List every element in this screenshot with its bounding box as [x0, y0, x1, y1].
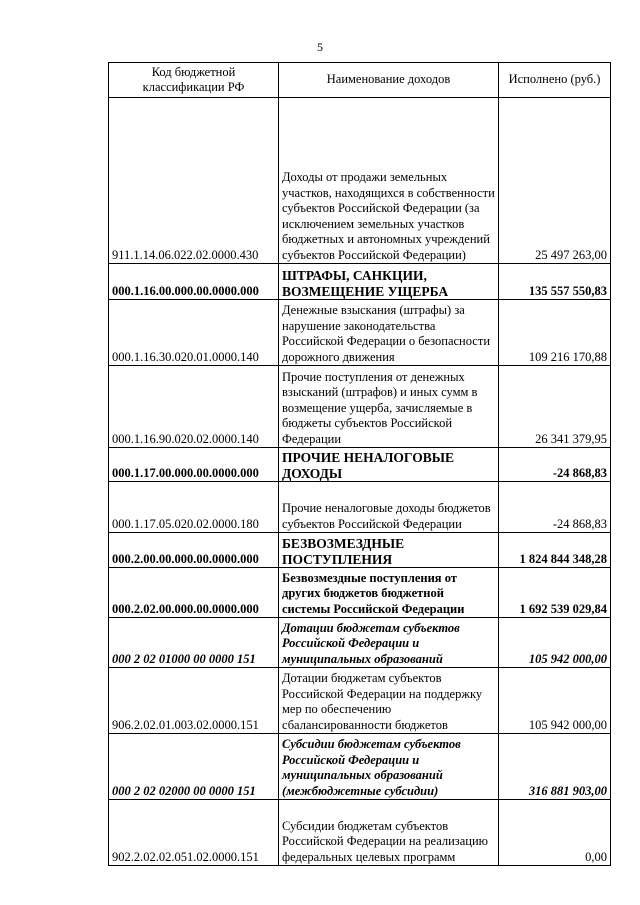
row-code: 000.2.02.00.000.00.0000.000 [109, 568, 279, 618]
row-name: ПРОЧИЕ НЕНАЛОГОВЫЕ ДОХОДЫ [279, 448, 499, 482]
page-number: 5 [317, 40, 323, 54]
row-amount: 109 216 170,88 [499, 300, 611, 366]
table-row [109, 734, 611, 800]
header-amount: Исполнено (руб.) [499, 63, 611, 98]
row-name: Прочие поступления от денежных взысканий (штрафов) и иных сумм в возмещение ущерба, зачисляемые в бюджеты субъектов Российской Федерации [279, 366, 499, 448]
table-header-row [109, 63, 611, 98]
row-code: 911.1.14.06.022.02.0000.430 [109, 98, 279, 264]
table-row [109, 300, 611, 366]
row-name: ШТРАФЫ, САНКЦИИ, ВОЗМЕЩЕНИЕ УЩЕРБА [279, 264, 499, 300]
row-name: Субсидии бюджетам субъектов Российской Федерации и муниципальных образований (межбюджетные субсидии) [279, 734, 499, 800]
row-amount: 316 881 903,00 [499, 734, 611, 800]
table-row [109, 264, 611, 300]
table-row [109, 98, 611, 264]
row-name: Доходы от продажи земельных участков, находящихся в собственности субъектов Российской Федерации (за исключением земельных участков бюджетных и автономных учреждений субъектов Российской Федерации) [279, 98, 499, 264]
table-row [109, 366, 611, 448]
row-amount: 25 497 263,00 [499, 98, 611, 264]
row-code: 000 2 02 01000 00 0000 151 [109, 618, 279, 668]
row-name: Дотации бюджетам субъектов Российской Федерации на поддержку мер по обеспечению сбалансированности бюджетов [279, 668, 499, 734]
row-amount: -24 868,83 [499, 482, 611, 533]
row-code: 000.1.17.05.020.02.0000.180 [109, 482, 279, 533]
row-amount: 105 942 000,00 [499, 668, 611, 734]
row-code: 902.2.02.02.051.02.0000.151 [109, 800, 279, 866]
header-code: Код бюджетной классификации РФ [109, 63, 279, 98]
table-row [109, 618, 611, 668]
table-row [109, 668, 611, 734]
row-name: Безвозмездные поступления от других бюджетов бюджетной системы Российской Федерации [279, 568, 499, 618]
table-row [109, 568, 611, 618]
table-row [109, 800, 611, 866]
row-code: 000.1.16.00.000.00.0000.000 [109, 264, 279, 300]
row-amount: 1 692 539 029,84 [499, 568, 611, 618]
row-name: Субсидии бюджетам субъектов Российской Федерации на реализацию федеральных целевых программ [279, 800, 499, 866]
row-amount: 0,00 [499, 800, 611, 866]
row-code: 000.1.17.00.000.00.0000.000 [109, 448, 279, 482]
row-amount: 135 557 550,83 [499, 264, 611, 300]
row-amount: 26 341 379,95 [499, 366, 611, 448]
row-code: 000 2 02 02000 00 0000 151 [109, 734, 279, 800]
row-amount: -24 868,83 [499, 448, 611, 482]
table-row [109, 533, 611, 568]
table-row [109, 448, 611, 482]
row-code: 000.1.16.90.020.02.0000.140 [109, 366, 279, 448]
row-amount: 105 942 000,00 [499, 618, 611, 668]
row-name: Прочие неналоговые доходы бюджетов субъектов Российской Федерации [279, 482, 499, 533]
row-name: БЕЗВОЗМЕЗДНЫЕ ПОСТУПЛЕНИЯ [279, 533, 499, 568]
row-name: Денежные взыскания (штрафы) за нарушение законодательства Российской Федерации о безопасности дорожного движения [279, 300, 499, 366]
row-code: 000.2.00.00.000.00.0000.000 [109, 533, 279, 568]
row-code: 906.2.02.01.003.02.0000.151 [109, 668, 279, 734]
row-name: Дотации бюджетам субъектов Российской Федерации и муниципальных образований [279, 618, 499, 668]
row-amount: 1 824 844 348,28 [499, 533, 611, 568]
row-code: 000.1.16.30.020.01.0000.140 [109, 300, 279, 366]
header-name: Наименование доходов [279, 63, 499, 98]
table-row [109, 482, 611, 533]
revenue-table [108, 62, 611, 866]
